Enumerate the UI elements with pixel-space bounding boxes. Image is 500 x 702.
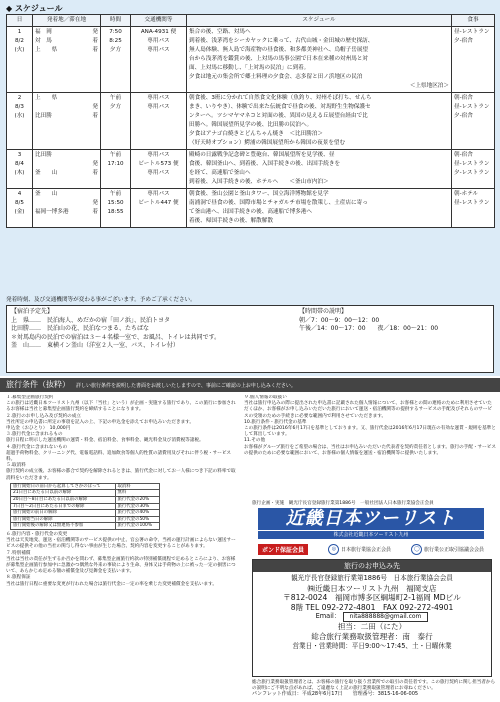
place-cell <box>33 93 101 150</box>
meal-cell <box>452 93 495 150</box>
fee-cell: 20日目～8日目にあたる日以前の解除 <box>11 497 116 504</box>
hotel-line: 比田勝…… 民泊山の花、民泊なつまる、たちばな <box>11 325 150 333</box>
day-weekday: (火) <box>14 47 25 53</box>
transport-value: 専用バス <box>147 152 170 158</box>
schedule-line: 台から浅茅湾を鑑賞の後、上対馬の馬事公園で日本在来種の対州馬と対 <box>189 56 369 62</box>
place-name: 対 馬 <box>35 38 52 44</box>
jata-icon: ◎ <box>328 544 339 555</box>
terms-paragraph: ４.旅行代金に含まれないもの <box>6 444 68 450</box>
place-name: 比田勝 <box>35 113 52 119</box>
day-number: 3 <box>17 152 22 158</box>
agency-registration-strip: 旅行企画・実施 観光庁長官登録旅行業第1886号 一般社団法人日本旅行業協会正会員 <box>252 501 434 506</box>
time-value: 午前 <box>109 95 122 101</box>
apply-email-row <box>257 612 487 622</box>
terms-paragraph: この旅行条件は2016年6月17日を基準としております。又、旅行代金は2016年6月17日現在の有効な運賃・規則を基準として算出しています。 <box>244 426 496 438</box>
schedule-row <box>7 27 495 93</box>
fee-row <box>11 497 160 504</box>
fee-cell: 旅行代金の50% <box>115 516 160 523</box>
day-weekday: (金) <box>14 209 25 215</box>
schedule-line: 着後、帰国手続きの後、解散解散 <box>189 218 273 224</box>
day-weekday: (木) <box>14 170 25 176</box>
application-body <box>253 572 491 653</box>
time-cell <box>101 93 131 150</box>
application-header: 旅行のお申込み先 <box>253 560 491 572</box>
cancellation-fee-table <box>10 483 160 530</box>
place-line <box>35 169 98 178</box>
time-cell <box>101 150 131 189</box>
day-cell <box>7 150 33 189</box>
time-value: 夕方 <box>109 104 122 110</box>
schedule-line: ＜上県地区泊＞ <box>409 83 449 89</box>
time-value: 17:10 <box>107 161 124 167</box>
fee-cell: 旅行代金の100% <box>115 523 160 530</box>
place-action: 着 <box>92 47 98 53</box>
fee-cell: 旅行開始の前日の解除 <box>11 510 116 517</box>
day-number: 4 <box>17 191 22 197</box>
tc-label: 旅行業公正取引協議会会員 <box>423 546 484 553</box>
schedule-title: ◆ スケジュール <box>6 4 63 13</box>
schedule-line: 到着後、入国手続きの後、ホテルへ ＜釜山市内泊＞ <box>189 179 329 185</box>
terms-paragraph: 旅行契約の成立後、お客様の都合で契約を解除されるときは、旅行代金に対してお一人様につき下記の料率で取消料をいただきます。 <box>6 469 236 481</box>
place-name: 上 県 <box>35 47 58 53</box>
meal-cell <box>452 150 495 189</box>
terms-paragraph: ９.個人情報の取扱い <box>244 395 287 400</box>
apply-person: 担当：二田（にた） <box>337 622 407 632</box>
hotel-line: 釜 山…… 東横イン釜山（洋室２人一室、バス、トイレ付） <box>11 342 179 350</box>
terms-paragraph: 11.その他 <box>244 438 266 444</box>
time-value: 18:55 <box>107 209 124 215</box>
fee-row <box>11 483 160 490</box>
fee-cell: 無料 <box>115 490 160 497</box>
flyer-date: パンフレット作成日：平成28年6月17日 管理番号：3815-16-06-005 <box>252 691 419 697</box>
day-number: 2 <box>17 95 22 101</box>
fee-cell: 旅行代金の40% <box>115 510 160 517</box>
terms-paragraph: 当社は旅行申込みの際に提出された申込書に記載された個人情報について、お客様との間の連絡のために利用させていただくほか、お客様がお申し込みいただいた旅行において運送・宿泊機関等の提供するサービスの手配及びそれらのサービスの受領のための手続きに必要な範囲内で利用させていただきます。 <box>244 401 493 419</box>
header-time: 時間 <box>101 15 131 27</box>
day-date: 8/2 <box>14 38 24 44</box>
place-name: 比田勝 <box>35 152 52 158</box>
schedule-table <box>6 14 495 228</box>
fee-cell: 7日目～2日目にあたる日までの解除 <box>11 503 116 510</box>
time-value: 8:25 <box>109 38 122 44</box>
time-line: 午後／14：00～17：00 夜／18：00～21：00 <box>299 325 439 333</box>
jata-badge <box>328 544 391 555</box>
fee-row <box>11 516 160 523</box>
fee-row <box>11 490 160 497</box>
time-cell <box>101 27 131 93</box>
schedule-row <box>7 189 495 228</box>
hotel-list <box>11 308 291 351</box>
schedule-line: 集合の後、空路、対馬へ <box>189 29 251 35</box>
place-line <box>35 94 98 103</box>
hotel-line: ＊対馬島内の民泊での宿泊は３～４名様一室で、お風呂、トイレは共同です。 <box>11 333 221 341</box>
header-schedule: スケジュール <box>187 15 452 27</box>
fee-cell: 取消料 <box>115 483 160 490</box>
day-date: 8/3 <box>14 104 24 110</box>
meal-cell <box>452 27 495 93</box>
meal-value: 朝-宿舎 <box>454 152 473 158</box>
day-cell <box>7 93 33 150</box>
header-day: 日 <box>7 15 33 27</box>
place-action: 発 <box>92 161 98 167</box>
terms-paragraph: ６.旅行内容・旅行代金の変更 <box>6 532 68 537</box>
schedule-line: 殿崎の日露戦争記念碑と豊砲台、韓国展望所を見学後、昼 <box>189 152 335 158</box>
hotel-heading: 【宿泊予定先】 <box>11 308 54 315</box>
transport-value: ビートル573 便 <box>138 161 179 167</box>
meal-value: 夕-レストラン <box>454 170 490 176</box>
time-value: 夕方 <box>109 47 122 53</box>
time-explanation <box>299 308 489 334</box>
schedule-cell <box>187 27 452 93</box>
transport-value: 専用バス <box>147 104 170 110</box>
terms-paragraph: この旅行は近畿日本ツーリスト九州（以下「当社」という）が企画・実施する旅行であり、この旅行に参加されるお客様は当社と募集型企画旅行契約を締結することになります。 <box>6 401 236 413</box>
place-action: 発 <box>92 200 98 206</box>
terms-paragraph: 旅行日程に明示した運送機関の運賃・料金、宿泊料金、食事料金、観光料金及び消費税等諸税。 <box>6 438 204 444</box>
time-value: 午前 <box>109 152 122 158</box>
bond-badge: ボンド保証会員 <box>258 544 308 555</box>
time-line: 朝／7：00～9：00～12：00 <box>299 316 380 324</box>
fee-cell: 旅行代金の30% <box>115 503 160 510</box>
meal-value: 夕-宿舎 <box>454 113 473 119</box>
schedule-line: （好天時オプション）鰐浦の韓国展望所から韓国の夜景を望む <box>189 140 346 146</box>
schedule-line: 南浦洞で昼食の後、国際市場とチャガルチ市場を散策し、土産店に寄っ <box>189 200 368 206</box>
place-name: 釜 山 <box>35 191 58 197</box>
terms-right-column <box>244 395 496 495</box>
kinki-logo: 近畿日本ツーリスト <box>258 508 484 530</box>
apply-hours: 営業日・営業時間：平日9:00～17:45、土・日曜休業 <box>292 641 452 650</box>
terms-paragraph: 超過手荷物料金、クリーニング代、電報電話料、追加飲食等個人的性質の諸費用及びそれに伴う税・サービス料。 <box>6 450 232 463</box>
terms-paragraph: お客様がグループ旅行をご希望の場合は、当社はお申込みいただいた代表者を契約責任者とします。旅行の手配・サービスの提供のために必要な範囲において、お客様の個人情報を運送・宿泊機関等に提供いたします。 <box>244 444 496 456</box>
apply-company: ㈱近畿日本ツーリスト九州 福岡支店 <box>307 583 437 593</box>
apply-address: 〒812-0024 福岡市博多区綱場町2-1福岡 MDビル <box>283 593 461 603</box>
manager-footnote: 総合旅行業務取扱管理者とは、お客様の旅行を取り扱う営業所での取引の責任者です。この旅行契約に関し担当者からの説明にご不明な点があれば、ご遠慮なく上記の旅行業務取扱管理者にお尋ねください。 <box>252 680 496 691</box>
fee-row <box>11 523 160 530</box>
place-action: 発 <box>92 104 98 110</box>
schedule-line: 食後、韓国釜山へ、到着後、入国手続きの後、出国手続きを <box>189 161 341 167</box>
time-cell <box>101 189 131 228</box>
terms-paragraph: ３.旅行代金に含まれるもの <box>6 432 63 438</box>
terms-paragraph: 当社は旅行日程に重要な変更が行われた場合は旅行代金に一定の率を乗じた変更補償金を支払います。 <box>6 581 217 587</box>
place-action: 着 <box>92 170 98 176</box>
time-value: 午前 <box>109 191 122 197</box>
header-transport: 交通機関等 <box>131 15 187 27</box>
terms-paragraph: 当社所定の申込書に所定の事項を記入の上、下記の申込金を添えてお申込みいただきます。 <box>6 419 194 425</box>
hotel-info-box <box>6 305 494 373</box>
fee-cell: 旅行開始日の前日から起算してさかのぼって <box>11 483 116 490</box>
fee-row <box>11 503 160 510</box>
place-cell <box>33 189 101 228</box>
place-name: 福 岡 <box>35 29 52 35</box>
terms-paragraph: １.募集型企画旅行契約 <box>6 395 54 400</box>
band-subtitle: 詳しい旅行条件を説明した書面をお渡しいたしますので、事前にご確認の上お申し込みください。 <box>76 383 296 389</box>
place-line <box>35 112 98 121</box>
schedule-line: て釜山港へ、出国手続きの後、高速船で博多港へ <box>189 209 313 215</box>
hotel-line: 上 県…… 民泊海人、めだかの宿「田ノ浜」、民泊トヨタ <box>11 316 171 324</box>
fee-row <box>11 510 160 517</box>
schedule-row <box>7 93 495 150</box>
fee-cell: 旅行開始後の解除又は無連絡不参加 <box>11 523 116 530</box>
meal-value: 朝-宿舎 <box>454 95 473 101</box>
place-action: 着 <box>92 38 98 44</box>
apply-manager: 総合旅行業務取扱管理者：南 泰行 <box>311 631 433 641</box>
schedule-line: 朝食後、3班に分かれて自然食文化体験（魚釣り、対州そば打ち、せんち <box>189 95 372 101</box>
place-line <box>35 199 98 208</box>
meal-value: 昼-レストラン <box>454 161 490 167</box>
schedule-line: 面、上対馬に移動し、「上対馬の民泊」に到着。 <box>189 65 310 71</box>
place-line <box>35 28 98 37</box>
time-value: 15:50 <box>107 200 124 206</box>
terms-paragraph: ５.取消料 <box>6 463 26 469</box>
application-box <box>252 559 492 677</box>
place-cell <box>33 150 101 189</box>
schedule-cell <box>187 150 452 189</box>
terms-paragraph: ７.特別補償 <box>6 550 31 556</box>
schedule-line: 夕食は地元の集会所で郷土料理の夕食会、志多留と田ノ浜地区の民泊 <box>189 74 363 80</box>
terms-paragraph: 10.旅行条件・旅行代金の基準 <box>244 419 307 425</box>
email-label: Email： <box>315 612 341 621</box>
transport-cell <box>131 27 187 93</box>
transport-value: ビートル447 便 <box>138 200 179 206</box>
terms-paragraph: 当社は当社の責任が生ずるか否かを問わず、募集型企画旅行約款の特別補償規程で定めるところにより、お客様が募集型企画旅行参加中に急激かつ偶然な外来の事故により生命、身体又は手荷物の上に被った一定の損害について、あらかじめ定める額の補償金及び見舞金を支払います。 <box>6 556 236 575</box>
day-date: 8/4 <box>14 161 24 167</box>
schedule-cell <box>187 189 452 228</box>
meal-cell <box>452 189 495 228</box>
fee-cell: 旅行代金の20% <box>115 497 160 504</box>
member-badges <box>258 542 484 556</box>
time-heading: 【時間帯の説明】 <box>299 308 348 315</box>
transport-value: 専用バス <box>147 38 170 44</box>
meal-value: 昼-レストラン <box>454 29 490 35</box>
transport-value: ANA-4931 便 <box>140 29 177 35</box>
place-name: 福岡一博多港 <box>35 209 69 215</box>
place-line <box>35 160 98 169</box>
band-title: 旅行条件（抜粋） <box>6 380 70 389</box>
day-date: 8/5 <box>14 200 24 206</box>
schedule-header-row <box>7 15 495 27</box>
apply-phone: 8階 TEL 092-272-4801 FAX 092-272-4901 <box>290 602 454 612</box>
day-weekday: (水) <box>14 113 25 119</box>
transport-value: 専用バス <box>147 191 170 197</box>
transport-cell <box>131 150 187 189</box>
place-line <box>35 208 98 217</box>
place-line <box>35 46 98 55</box>
place-name: 上 県 <box>35 95 58 101</box>
terms-paragraph: 申込金（おひとり） 10,000円 <box>6 426 71 432</box>
place-action: 着 <box>92 209 98 215</box>
place-action: 着 <box>92 113 98 119</box>
terms-paragraph: ２.旅行のお申し込み及び契約の成立 <box>6 413 81 419</box>
place-line <box>35 37 98 46</box>
fee-cell: 21日目にあたる日以前の解除 <box>11 490 116 497</box>
jata-label: 日本旅行業協会正会員 <box>340 546 391 553</box>
terms-paragraph: 当社は天災地変、運送・宿泊機関等のサービス提供の中止、官公署の命令、当初の運行計画によらない運送サービスの提供その他の当社の関与し得ない事由が生じた場合、契約内容を変更することがあります。 <box>6 538 236 550</box>
place-line <box>35 103 98 112</box>
schedule-line: 朝食後、釜山公園と釜山タワー、国立海洋博物館を見学 <box>189 191 329 197</box>
day-cell <box>7 27 33 93</box>
terms-left-column <box>6 395 238 695</box>
logo-subtitle: 株式会社近畿日本ツーリスト九州 <box>258 531 484 539</box>
place-action: 発 <box>92 29 98 35</box>
travel-conditions-band <box>0 378 500 392</box>
place-line <box>35 151 98 160</box>
time-value: 7:50 <box>109 29 122 35</box>
day-number: 1 <box>17 29 22 35</box>
tc-badge <box>411 544 484 555</box>
transport-value: 専用バス <box>147 95 170 101</box>
transport-cell <box>131 189 187 228</box>
schedule-line: を経て、高速船で釜山へ <box>189 170 251 176</box>
schedule-line: まき、いりやき）、体験で出来た伝統食で昼食の後、対馬野生生物保護セ <box>189 104 371 110</box>
schedule-line: 無人島体験、無人島で海産物の昼食後、和多都美神社へ、烏帽子岳展望 <box>189 47 369 53</box>
transport-value: 専用バス <box>147 47 170 53</box>
schedule-line: 到着後、浅茅湾をシーカヤックに乗って、古代山城・金田城の歴史探訪、 <box>189 38 374 44</box>
transport-cell <box>131 93 187 150</box>
transport-value: 専用バス <box>147 170 170 176</box>
header-meal: 食事 <box>452 15 495 27</box>
apply-line: 観光庁長官登録旅行業第1886号 日本旅行業協会会員 <box>291 574 453 582</box>
day-cell <box>7 189 33 228</box>
place-name: 釜 山 <box>35 170 58 176</box>
schedule-cell <box>187 93 452 150</box>
meal-value: 朝-ホテル <box>454 191 479 197</box>
meal-value: 昼-レストラン <box>454 200 490 206</box>
schedule-line: 夕食はアナゴ白焼きとどんちゃん焼き ＜比田勝泊＞ <box>189 131 324 137</box>
place-line <box>35 190 98 199</box>
fee-cell: 旅行開始当日の解除 <box>11 516 116 523</box>
terms-paragraph: ８.旅程保証 <box>6 575 31 581</box>
meal-value: 昼-レストラン <box>454 104 490 110</box>
schedule-line: ンターへ。ツシマヤマネコと対面の後、異国の見える丘展望台経由で比 <box>189 113 368 119</box>
schedule-row <box>7 150 495 189</box>
meal-value: 夕-宿舎 <box>454 38 473 44</box>
place-cell <box>33 27 101 93</box>
tc-icon: ◯ <box>411 544 422 555</box>
schedule-note: 発着時刻、及び交通機関等が変わる事がございます。予めご了承ください。 <box>6 297 196 303</box>
header-place: 発着地／滞在地 <box>33 15 101 27</box>
email-link[interactable]: nita888888@gmail.com <box>343 612 429 622</box>
schedule-line: 田勝へ。韓国展望所見学の後、比田勝の民泊へ。 <box>189 122 313 128</box>
